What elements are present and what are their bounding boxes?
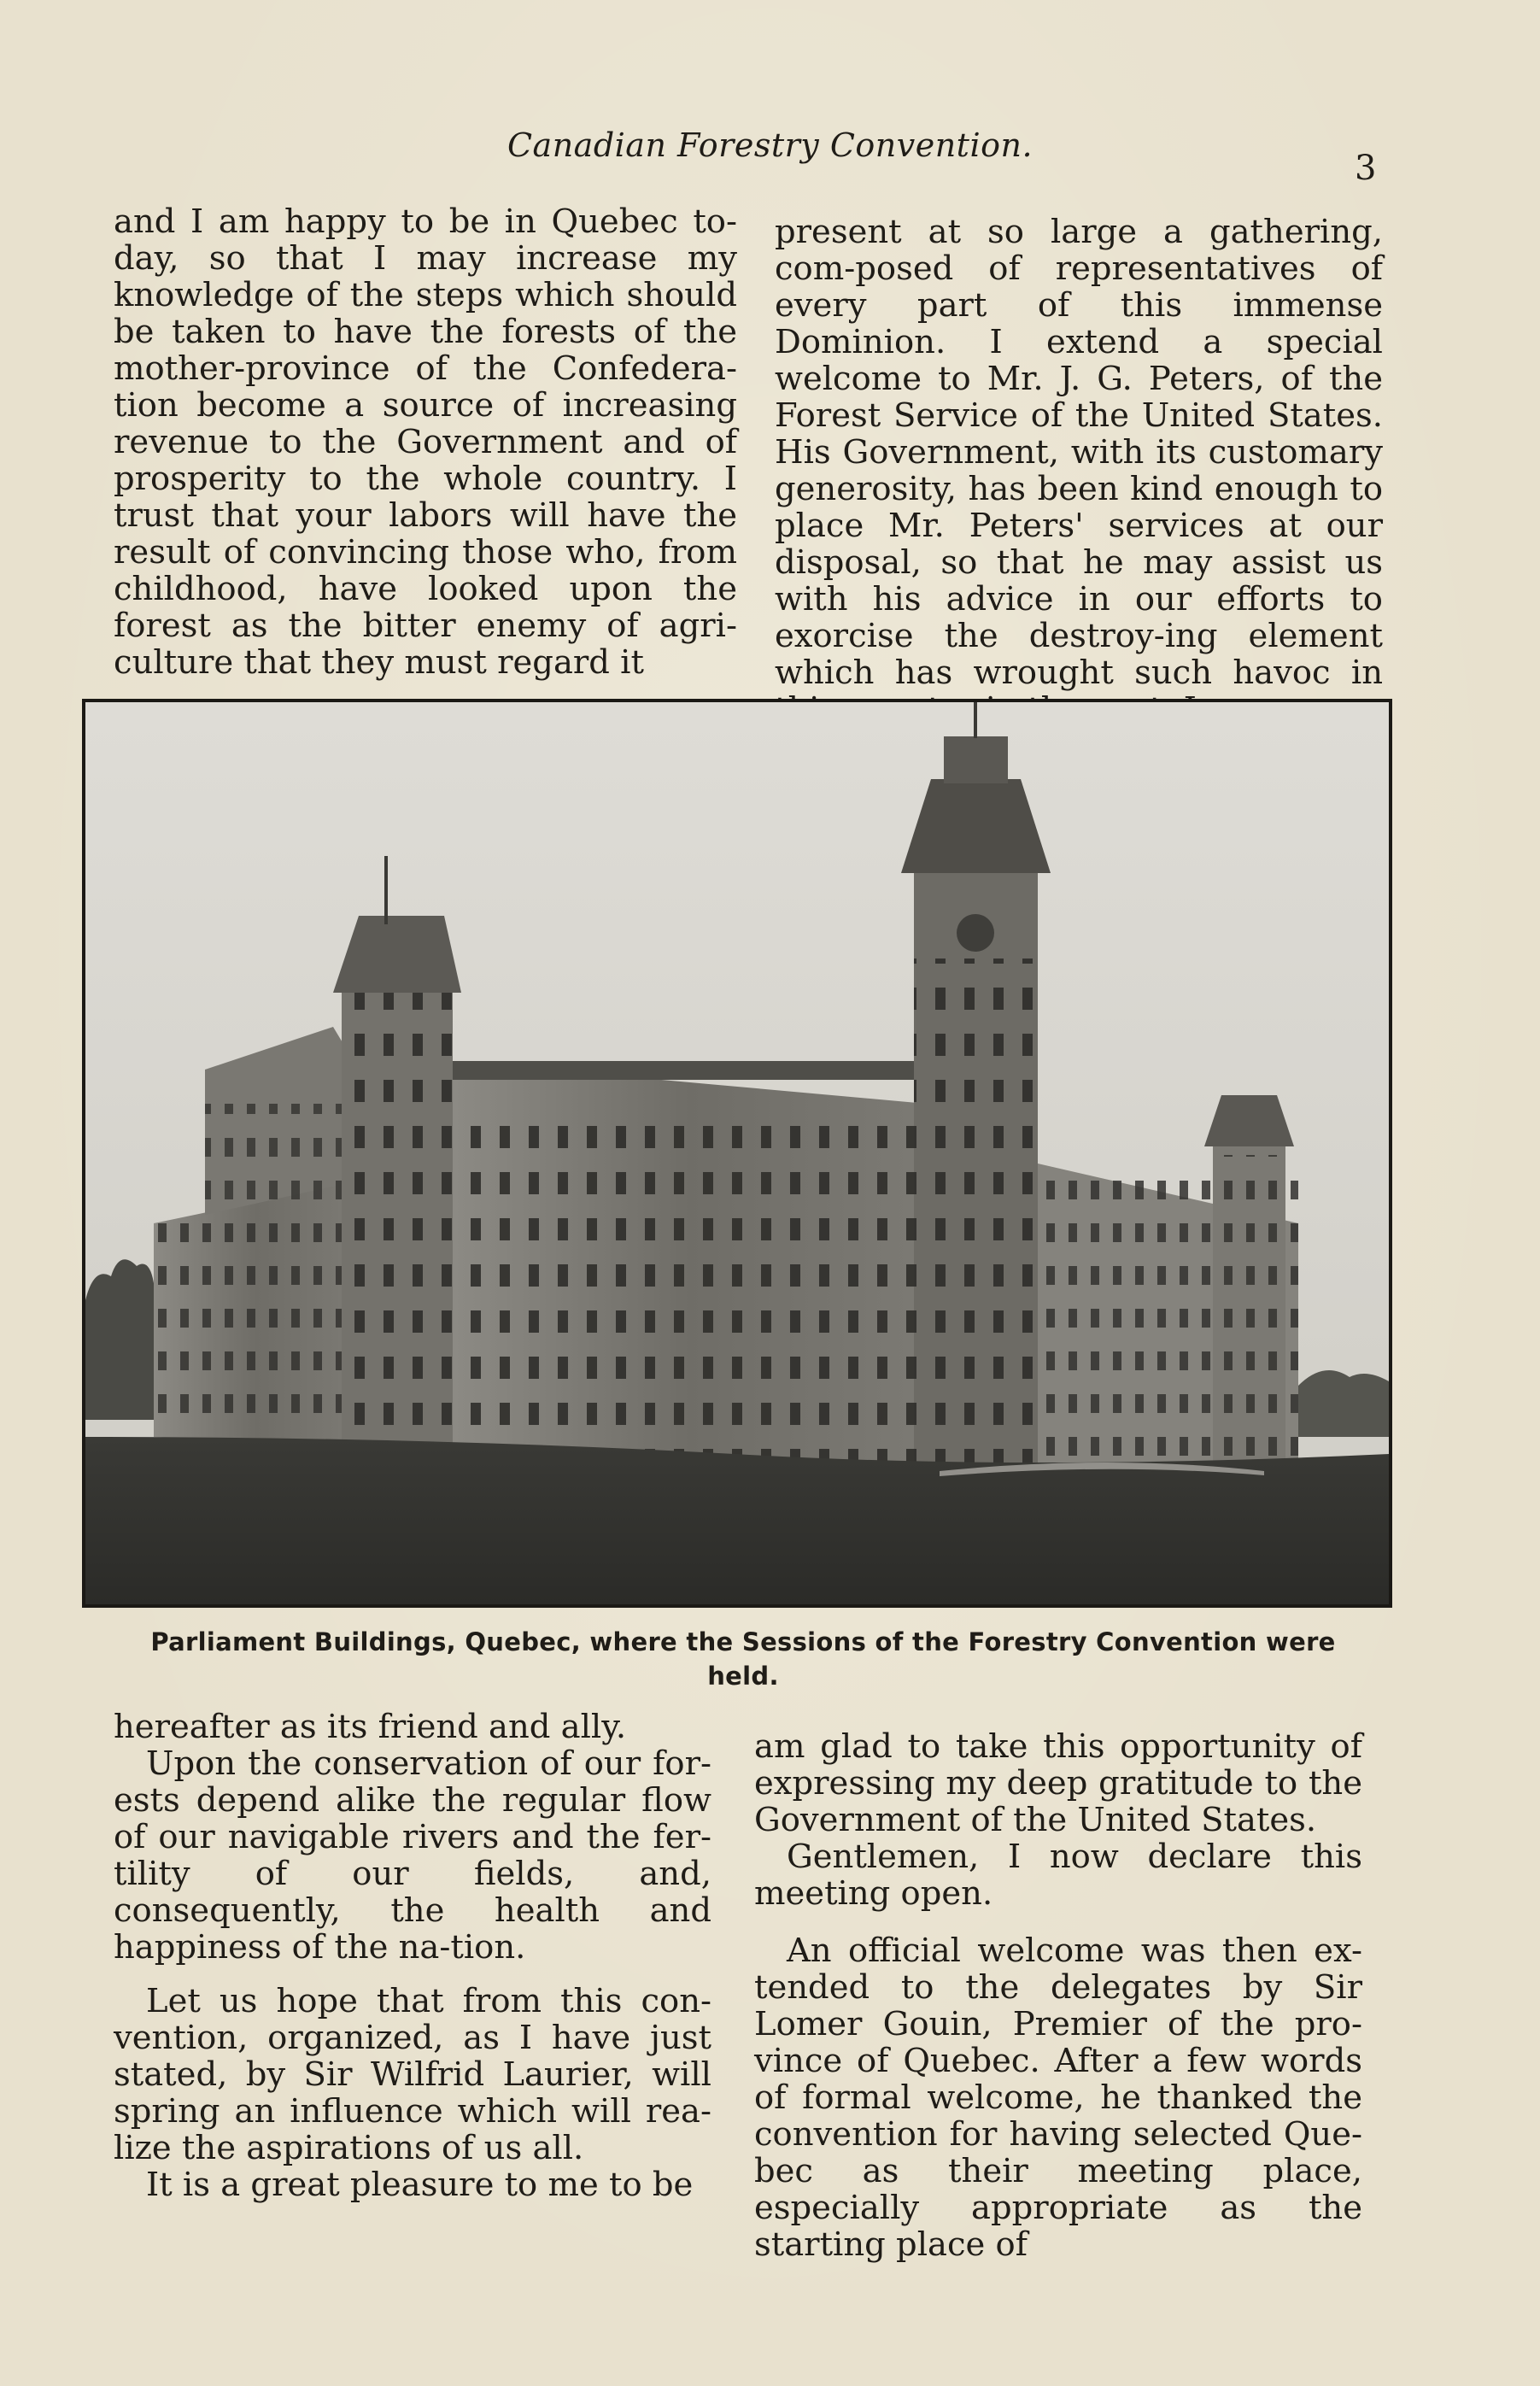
paragraph: Gentlemen, I now declare this meeting open.	[754, 1838, 1362, 1913]
paragraph: It is a great pleasure to me to be	[146, 2166, 694, 2204]
paragraph: and I am happy to be in Quebec to-day, so that I may increase my knowledge of the steps which should be taken to have the forests of the mother-province of the Confedera-tion become a source of increasing revenue to the Government and of prosperity to the whole country. I trust that your labors will have the result of convincing those who, from childhood, have looked upon the forest as the bitter enemy of agri-culture that they must regard it	[114, 202, 737, 682]
text-column-top-right	[775, 214, 1383, 728]
figure-caption: Parliament Buildings, Quebec, where the Sessions of the Forestry Convention were held.	[150, 1627, 1336, 1691]
paragraph: am glad to take this opportunity of expressing my deep gratitude to the Government of the United States.	[754, 1727, 1362, 1839]
paragraph: hereafter as its friend and ally.	[114, 1708, 627, 1746]
text-column-top-left	[114, 203, 737, 681]
running-header: Canadian Forestry Convention.	[507, 126, 1033, 164]
text-column-bottom-right	[754, 1728, 1362, 2263]
page-number: 3	[1355, 149, 1377, 188]
text-column-bottom-left	[114, 1709, 711, 2203]
parliament-buildings-photo	[82, 699, 1392, 1608]
paragraph: An official welcome was then ex-tended to the delegates by Sir Lomer Gouin, Premier of the pro-vince of Quebec. After a few words of formal welcome, he thanked the convention for having selected Que-bec as their meeting place, especially appropriate as the starting place of	[754, 1932, 1362, 2264]
paragraph: Let us hope that from this con-vention, organized, as I have just stated, by Sir Wilfrid Laurier, will spring an influence which will rea-lize the aspirations of us all.	[114, 1982, 711, 2167]
paragraph: present at so large a gathering, com-posed of representatives of every part of this immense Dominion. I extend a special welcome to Mr. J. G. Peters, of the Forest Service of the United States. His Government, with its customary generosity, has been kind enough to place Mr. Peters' services at our disposal, so that he may assist us with his advice in our efforts to exorcise the destroy-ing element which has wrought such havoc in	[775, 213, 1383, 692]
paragraph: Upon the conservation of our for-ests depend alike the regular flow of our navigable rivers and the fer-tility of our fields, and, consequently, the health and happiness of the na-tion.	[114, 1744, 711, 1967]
